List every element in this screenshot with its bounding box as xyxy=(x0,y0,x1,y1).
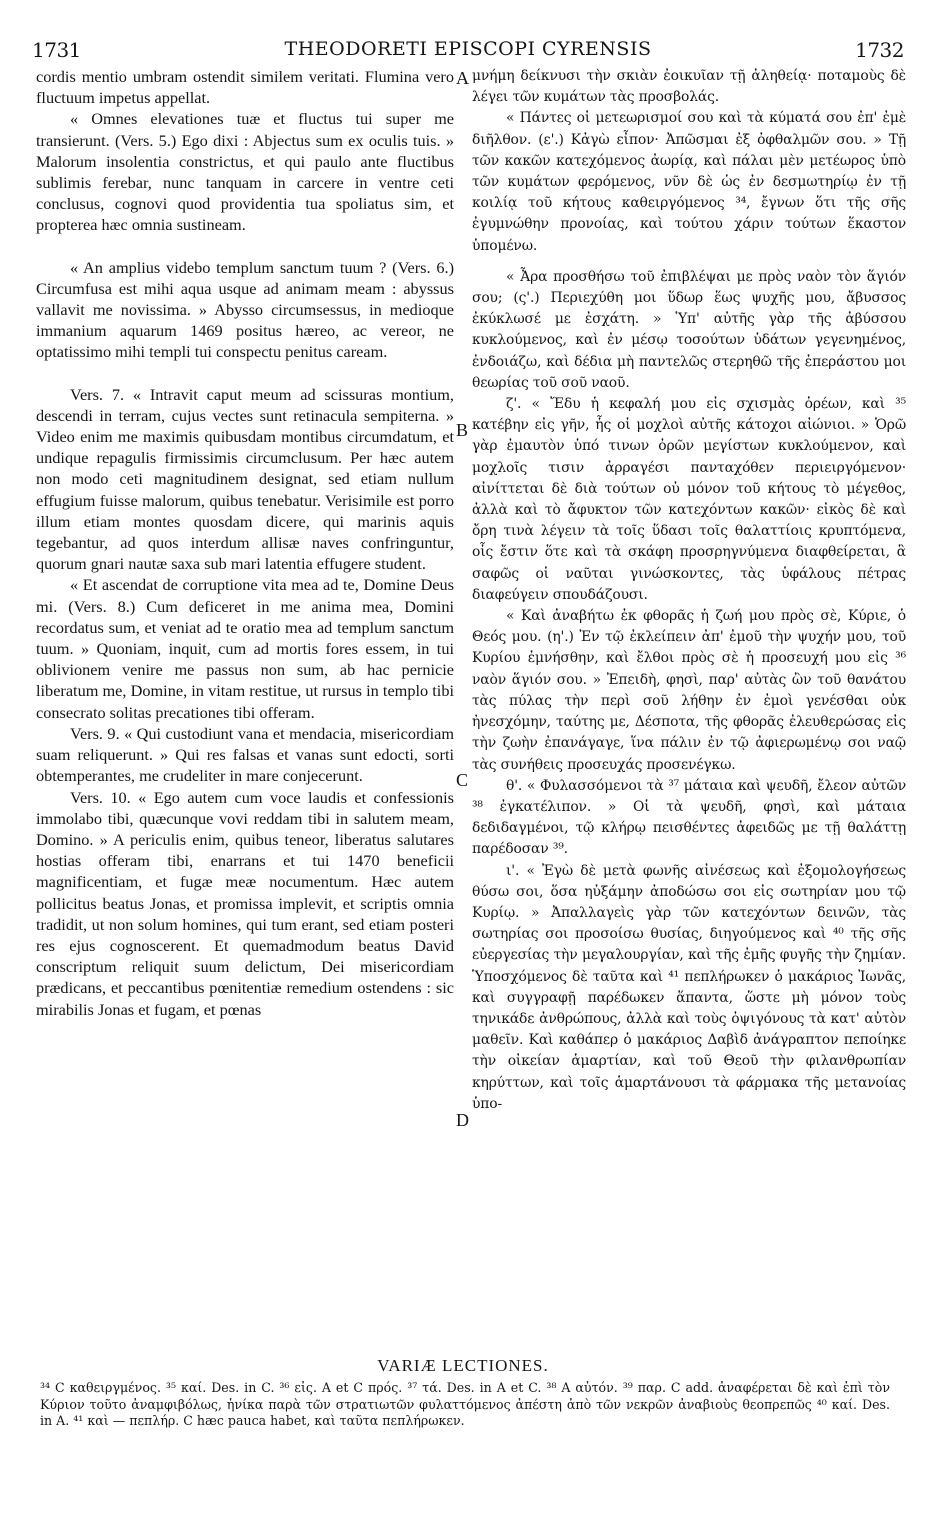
column-number-right: 1732 xyxy=(855,38,904,62)
greek-paragraph-2: « Πάντες οἱ μετεωρισμοί σου καὶ τὰ κύματά σου ἐπ' ἐμὲ διῆλθον. (ε'.) Κἀγὼ εἶπον· Ἀπῶσμαι ἐξ ὀφθαλμῶν σου. » Τῇ τῶν κακῶν κατεχόμενος ἀωρίᾳ, καὶ πάλαι μὲν μετέωρος ὑπὸ τῶν κυμάτων φερόμενος, νῦν δὲ ὡς ἐν δεσμωτηρίῳ ἐν τῇ κοιλίᾳ τοῦ κήτους καθειργόμενος ³⁴, ἔγνων ὅτι τῆς σῆς ἐγυμνώθην προνοίας, καὶ τούτου χάριν τούτων ἕκαστον ὑπομένω. xyxy=(472,110,906,254)
latin-paragraph-3: « An amplius videbo templum sanctum tuum ? (Vers. 6.) Circumfusa est mihi aqua usque ad animam meam : abyssus vallavit me novissima. » Abysso circumsessus, in medioque immanium aquarum 1469 positus hæreo, ac vereor, ne optatissimo mihi templi tui conspectu penitus caream. xyxy=(36,257,454,362)
latin-paragraph-7: Vers. 10. « Ego autem cum voce laudis et confessionis immolabo tibi, quæcunque vovi reddam tibi in salutem meam, Domino. » A periculis enim, quibus teneor, liberatus salutares hostias offeram tibi, enarrans et tui 1470 beneficii magnificentiam, et fugæ meæ nocumentum. Hæc autem pollicitus beatus Jonas, et promissa implevit, et scriptis omnia tradidit, ut non solum homines, qui tum erant, sed etiam posteri res ejus cognoscerent. Et quemadmodum beatus David conscriptum reliquit suum delictum, Dei misericordiam prædicans, et peccantibus pœnitentiæ remedium ostendens : sic mirabilis Jonas et fugam, et pœnas xyxy=(36,787,454,1019)
latin-paragraph-1: cordis mentio umbram ostendit similem veritati. Flumina vero fluctuum impetus appellat. xyxy=(36,67,454,108)
latin-paragraph-2: « Omnes elevationes tuæ et fluctus tui super me transierunt. (Vers. 5.) Ego dixi : Abjectus sum ex oculis tuis. » Malorum insolentia constrictus, et qui paulo ante fluctibus sublimis ferebar, nunc tanquam in carcere in ventre ceti conclusus, cognovi quod providentia tua spoliatus sim, et propterea hæc omnia sustineam. xyxy=(36,109,454,235)
variae-lectiones-notes: ³⁴ C καθειργμένος. ³⁵ καί. Des. in C. ³⁶ εἰς. A et C πρός. ³⁷ τά. Des. in A et C. ³⁸ A αὐτόν. ³⁹ παρ. C add. ἀναφέρεται δὲ καὶ ἐπὶ τὸν Κύριον τοῦτο ἀναμφιβόλως, ἡνίκα παρὰ τῶν στρατιωτῶν φυλαττόμενος ἀπέστη ἀπὸ τῶν νεκρῶν ἀναβιοὺς θεοπρεπῶς ⁴⁰ καί. Des. in A. ⁴¹ καὶ — πεπλήρ. C hæc pauca habet, καὶ ταῦτα πεπλήρωκεν. xyxy=(40,1380,890,1428)
variae-lectiones-title: VARIÆ LECTIONES. xyxy=(377,1356,549,1375)
margin-letter-c: C xyxy=(456,770,469,790)
greek-paragraph-5: « Καὶ ἀναβήτω ἐκ φθορᾶς ἡ ζωή μου πρὸς σὲ, Κύριε, ὁ Θεός μου. (η'.) Ἐν τῷ ἐκλείπειν ἀπ' ἐμοῦ τὴν ψυχήν μου, τοῦ Κυρίου ἐμνήσθην, καὶ ἔλθοι πρὸς σὲ ἡ προσευχή μου εἰς ³⁶ ναὸν ἅγιόν σου. » Ἐπειδὴ, φησὶ, παρ' αὐτὰς ὢν τοῦ θανάτου τὰς πύλας τὴν περὶ σοῦ λήθην ἐν ἐμοὶ γενέσθαι οὐκ ἠνεσχόμην, ταύτης με, Δέσποτα, τῆς φθορᾶς ἐλευθερώσας εἰς τὴν ζωὴν ἐπανάγαγε, ἵνα πάλιν ἐν τῷ ἀφιερωμένῳ σοι ναῷ τὰς συνήθεις προσευχάς προσενέγκω. xyxy=(472,608,906,773)
greek-paragraph-4: ζ'. « Ἔδυ ἡ κεφαλή μου εἰς σχισμὰς ὀρέων, καὶ ³⁵ κατέβην εἰς γῆν, ἧς οἱ μοχλοὶ αὐτῆς κάτοχοι αἰώνιοι. » Ὁρῶ γὰρ ἐμαυτὸν ὑπό τινων ὀρῶν μεγίστων κυκλούμενον, καὶ μοχλοῖς τισιν ἀρραγέσι πανταχόθεν περιειργόμενον· αἰνίττεται δὲ διὰ τούτων οὐ μόνον τοῦ κήτους τὸ μέγεθος, ἀλλὰ καὶ τὸ ἄφυκτον τῶν κατεχόντων κακῶν· εἰκὸς δὲ καὶ ὄρη τινὰ λέγειν τὰ τοῖς ὕδασι τοῖς θαλαττίοις κρυπτόμενα, οἷς ἔστιν ὅτε καὶ τὰ σκάφη προσρηγνύμενα διαφθείρεται, ἃ σαφῶς οἱ ναῦται γινώσκοντες, τὰς ὑφάλους πέτρας διαφεύγειν σπουδάζουσι. xyxy=(472,396,906,603)
greek-paragraph-6: θ'. « Φυλασσόμενοι τὰ ³⁷ μάταια καὶ ψευδῆ, ἔλεον αὐτῶν ³⁸ ἐγκατέλιπον. » Οἱ τὰ ψευδῆ, φησὶ, καὶ μάταια δεδιδαγμένοι, τῷ κλήρῳ πεισθέντες ἀφειδῶς με τῇ θαλάττῃ παρέδοσαν ³⁹. xyxy=(472,777,906,858)
page-header xyxy=(32,38,904,64)
greek-paragraph-3: « Ἆρα προσθήσω τοῦ ἐπιβλέψαι με πρὸς ναὸν τὸν ἅγιόν σου; (ς'.) Περιεχύθη μοι ὕδωρ ἕως ψυχῆς μου, ἄβυσσος ἐκύκλωσέ με ἐσχάτη. » Ὑπ' αὐτῆς γὰρ τῆς ἀβύσσου κυκλούμενος, καὶ ἐν μέσῳ τοσούτων ὑδάτων γεγενημένος, ἐνδοιάζω, καὶ δέδια μὴ παντελῶς στερηθῶ τῆς ἐπεράστου μοι θεωρίας τοῦ σοῦ ναοῦ. xyxy=(472,268,906,391)
greek-column xyxy=(472,66,906,1115)
latin-paragraph-5: « Et ascendat de corruptione vita mea ad te, Domine Deus mi. (Vers. 8.) Cum deficeret in me anima mea, Domini recordatus sum, et veniat ad te oratio mea ad templum sanctum tuum. » Quoniam, inquit, cum ad mortis fores essem, in tui oblivionem venire me passus non sum, ab hac pernicie liberatum me, Domine, in vitam restitue, ut rursus in templo tibi consecrato solitas precationes tibi offeram. xyxy=(36,575,454,722)
greek-paragraph-1: μνήμη δείκνυσι τὴν σκιὰν ἐοικυῖαν τῇ ἀληθείᾳ· ποταμοὺς δὲ λέγει τῶν κυμάτων τὰς προσβολάς. xyxy=(472,68,906,106)
running-title: THEODORETI EPISCOPI CYRENSIS xyxy=(284,38,652,60)
column-number-left: 1731 xyxy=(32,38,81,62)
greek-paragraph-7: ι'. « Ἐγὼ δὲ μετὰ φωνῆς αἰνέσεως καὶ ἐξομολογήσεως θύσω σοι, ὅσα ηὐξάμην ἀποδώσω σοι εἰς σωτηρίαν μου τῷ Κυρίῳ. » Ἀπαλλαγεὶς γὰρ τῶν κατεχόντων δεινῶν, τὰς σωτηρίας σοι προσοίσω θυσίας, διηγούμενος καὶ ⁴⁰ τῆς σῆς εὐεργεσίας τὴν μεγαλουργίαν, καὶ τῆς ἐμῆς φυγῆς τὴν ζημίαν. Ὑποσχόμενος δὲ ταῦτα καὶ ⁴¹ πεπλήρωκεν ὁ μακάριος Ἰωνᾶς, καὶ συγγραφῇ παρέδωκεν ἅπαντα, ὥστε μὴ μόνον τοὺς τηνικάδε ἀνθρώπους, ἀλλὰ καὶ τοὺς ὀψιγόνους τὰ κατ' αὐτὸν μαθεῖν. Καὶ καθάπερ ὁ μακάριος Δαβὶδ ἀνάγραπτον πεποίηκε τὴν οἰκείαν ἁμαρτίαν, καὶ τοῦ Θεοῦ τὴν φιλανθρωπίαν κηρύττων, καὶ τοῖς ἁμαρτάνουσι τὰ φάρμακα τῆς μετανοίας ὑπο- xyxy=(472,862,906,1112)
latin-paragraph-6: Vers. 9. « Qui custodiunt vana et mendacia, misericordiam suam reliquerunt. » Qui res falsas et vanas sunt edocti, sorti obtemperantes, me crudeliter in mare conjecerunt. xyxy=(36,723,454,786)
latin-column xyxy=(36,66,454,1020)
margin-letter-b: B xyxy=(456,420,469,440)
latin-paragraph-4: Vers. 7. « Intravit caput meum ad scissuras montium, descendi in terram, cujus vectes sunt retinacula sempiterna. » Video enim me maximis quibusdam montibus circumdatum, et undique repagulis firmissimis circumclusum. Per hæc autem non modo ceti magnitudinem designat, sed etiam nullum effugium fuisse malorum, quibus tenebatur. Verisimile est porro illum etiam montes quosdam dicere, qui marinis aquis tegebantur, ad quos interdum allisæ naves confringuntur, quorum gnari nautæ saxa sub mari latentia effugere student. xyxy=(36,384,454,574)
margin-letter-d: D xyxy=(456,1110,469,1130)
margin-letter-a: A xyxy=(456,68,469,88)
